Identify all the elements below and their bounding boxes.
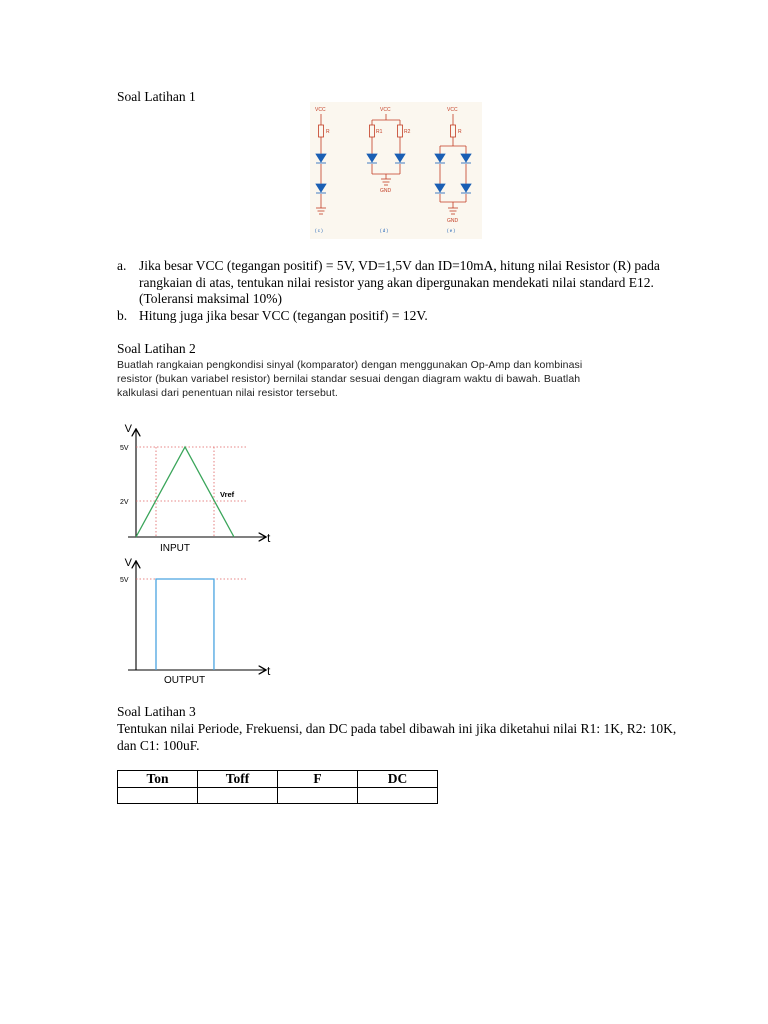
led-circuit-diagram: [310, 102, 482, 239]
circuit-label-d: ( d ): [380, 228, 389, 233]
circuit-label-c: ( c ): [315, 228, 323, 233]
question-marker: b.: [117, 307, 128, 323]
soal1-question-list: [117, 258, 677, 324]
soal3-table: [117, 770, 438, 804]
soal2-heading: Soal Latihan 2: [117, 341, 196, 356]
header-toff: Toff: [198, 771, 278, 788]
question-a: [117, 258, 677, 308]
r2-label: R2: [404, 129, 411, 135]
header-f: F: [278, 771, 358, 788]
question-text: Hitung juga jika besar VCC (tegangan positif) = 12V.: [139, 307, 428, 323]
vcc-label-c: VCC: [315, 107, 326, 113]
table-cell-toff[interactable]: [198, 788, 278, 804]
soal3-description: Tentukan nilai Periode, Frekuensi, dan DC pada tabel dibawah ini jika diketahui nilai R1: 1K, R2: 10K, dan C1: 100uF.: [117, 721, 677, 753]
soal1-heading: Soal Latihan 1: [117, 89, 196, 104]
output-x-label: t: [267, 664, 271, 678]
vcc-label-e: VCC: [447, 107, 458, 113]
table-cell-f[interactable]: [278, 788, 358, 804]
header-dc: DC: [358, 771, 438, 788]
question-b: [117, 308, 677, 325]
table-header-row: [118, 771, 438, 788]
gnd-label-e: GND: [447, 218, 459, 224]
input-title: INPUT: [160, 543, 190, 554]
soal2-description: Buatlah rangkaian pengkondisi sinyal (komparator) dengan menggunakan Op-Amp dan kombinasi resistor (bukan variabel resistor) bernilai standar sesuai dengan diagram waktu di bawah. Buatlah kalkulasi dari penentuan nilai resistor tersebut.: [117, 359, 583, 399]
circuit-label-e: ( e ): [447, 228, 456, 233]
output-title: OUTPUT: [164, 675, 206, 686]
input-y-label: V: [124, 423, 132, 435]
header-ton: Ton: [118, 771, 198, 788]
gnd-label-d: GND: [380, 188, 392, 194]
output-series: [156, 579, 214, 670]
question-marker: a.: [117, 258, 127, 273]
input-x-label: t: [267, 531, 271, 545]
output-y-label: V: [124, 557, 132, 569]
table-row: [118, 788, 438, 804]
input-vref-label: Vref: [220, 490, 235, 499]
r-label-c: R: [326, 129, 330, 135]
r-label-e: R: [458, 129, 462, 135]
timing-diagram: [110, 420, 290, 690]
table-cell-dc[interactable]: [358, 788, 438, 804]
table-cell-ton[interactable]: [118, 788, 198, 804]
input-tick-5v: 5V: [120, 445, 129, 452]
soal3-heading: Soal Latihan 3: [117, 704, 196, 719]
input-tick-2v: 2V: [120, 499, 129, 506]
question-text: Jika besar VCC (tegangan positif) = 5V, VD=1,5V dan ID=10mA, hitung nilai Resistor (R) pada rangkaian di atas, tentukan nilai resistor yang akan dipergunakan mendekati nilai standard E12. (Toleransi maksimal 10%): [139, 258, 660, 306]
output-tick-5v: 5V: [120, 577, 129, 584]
vcc-label-d: VCC: [380, 107, 391, 113]
r1-label: R1: [376, 129, 383, 135]
